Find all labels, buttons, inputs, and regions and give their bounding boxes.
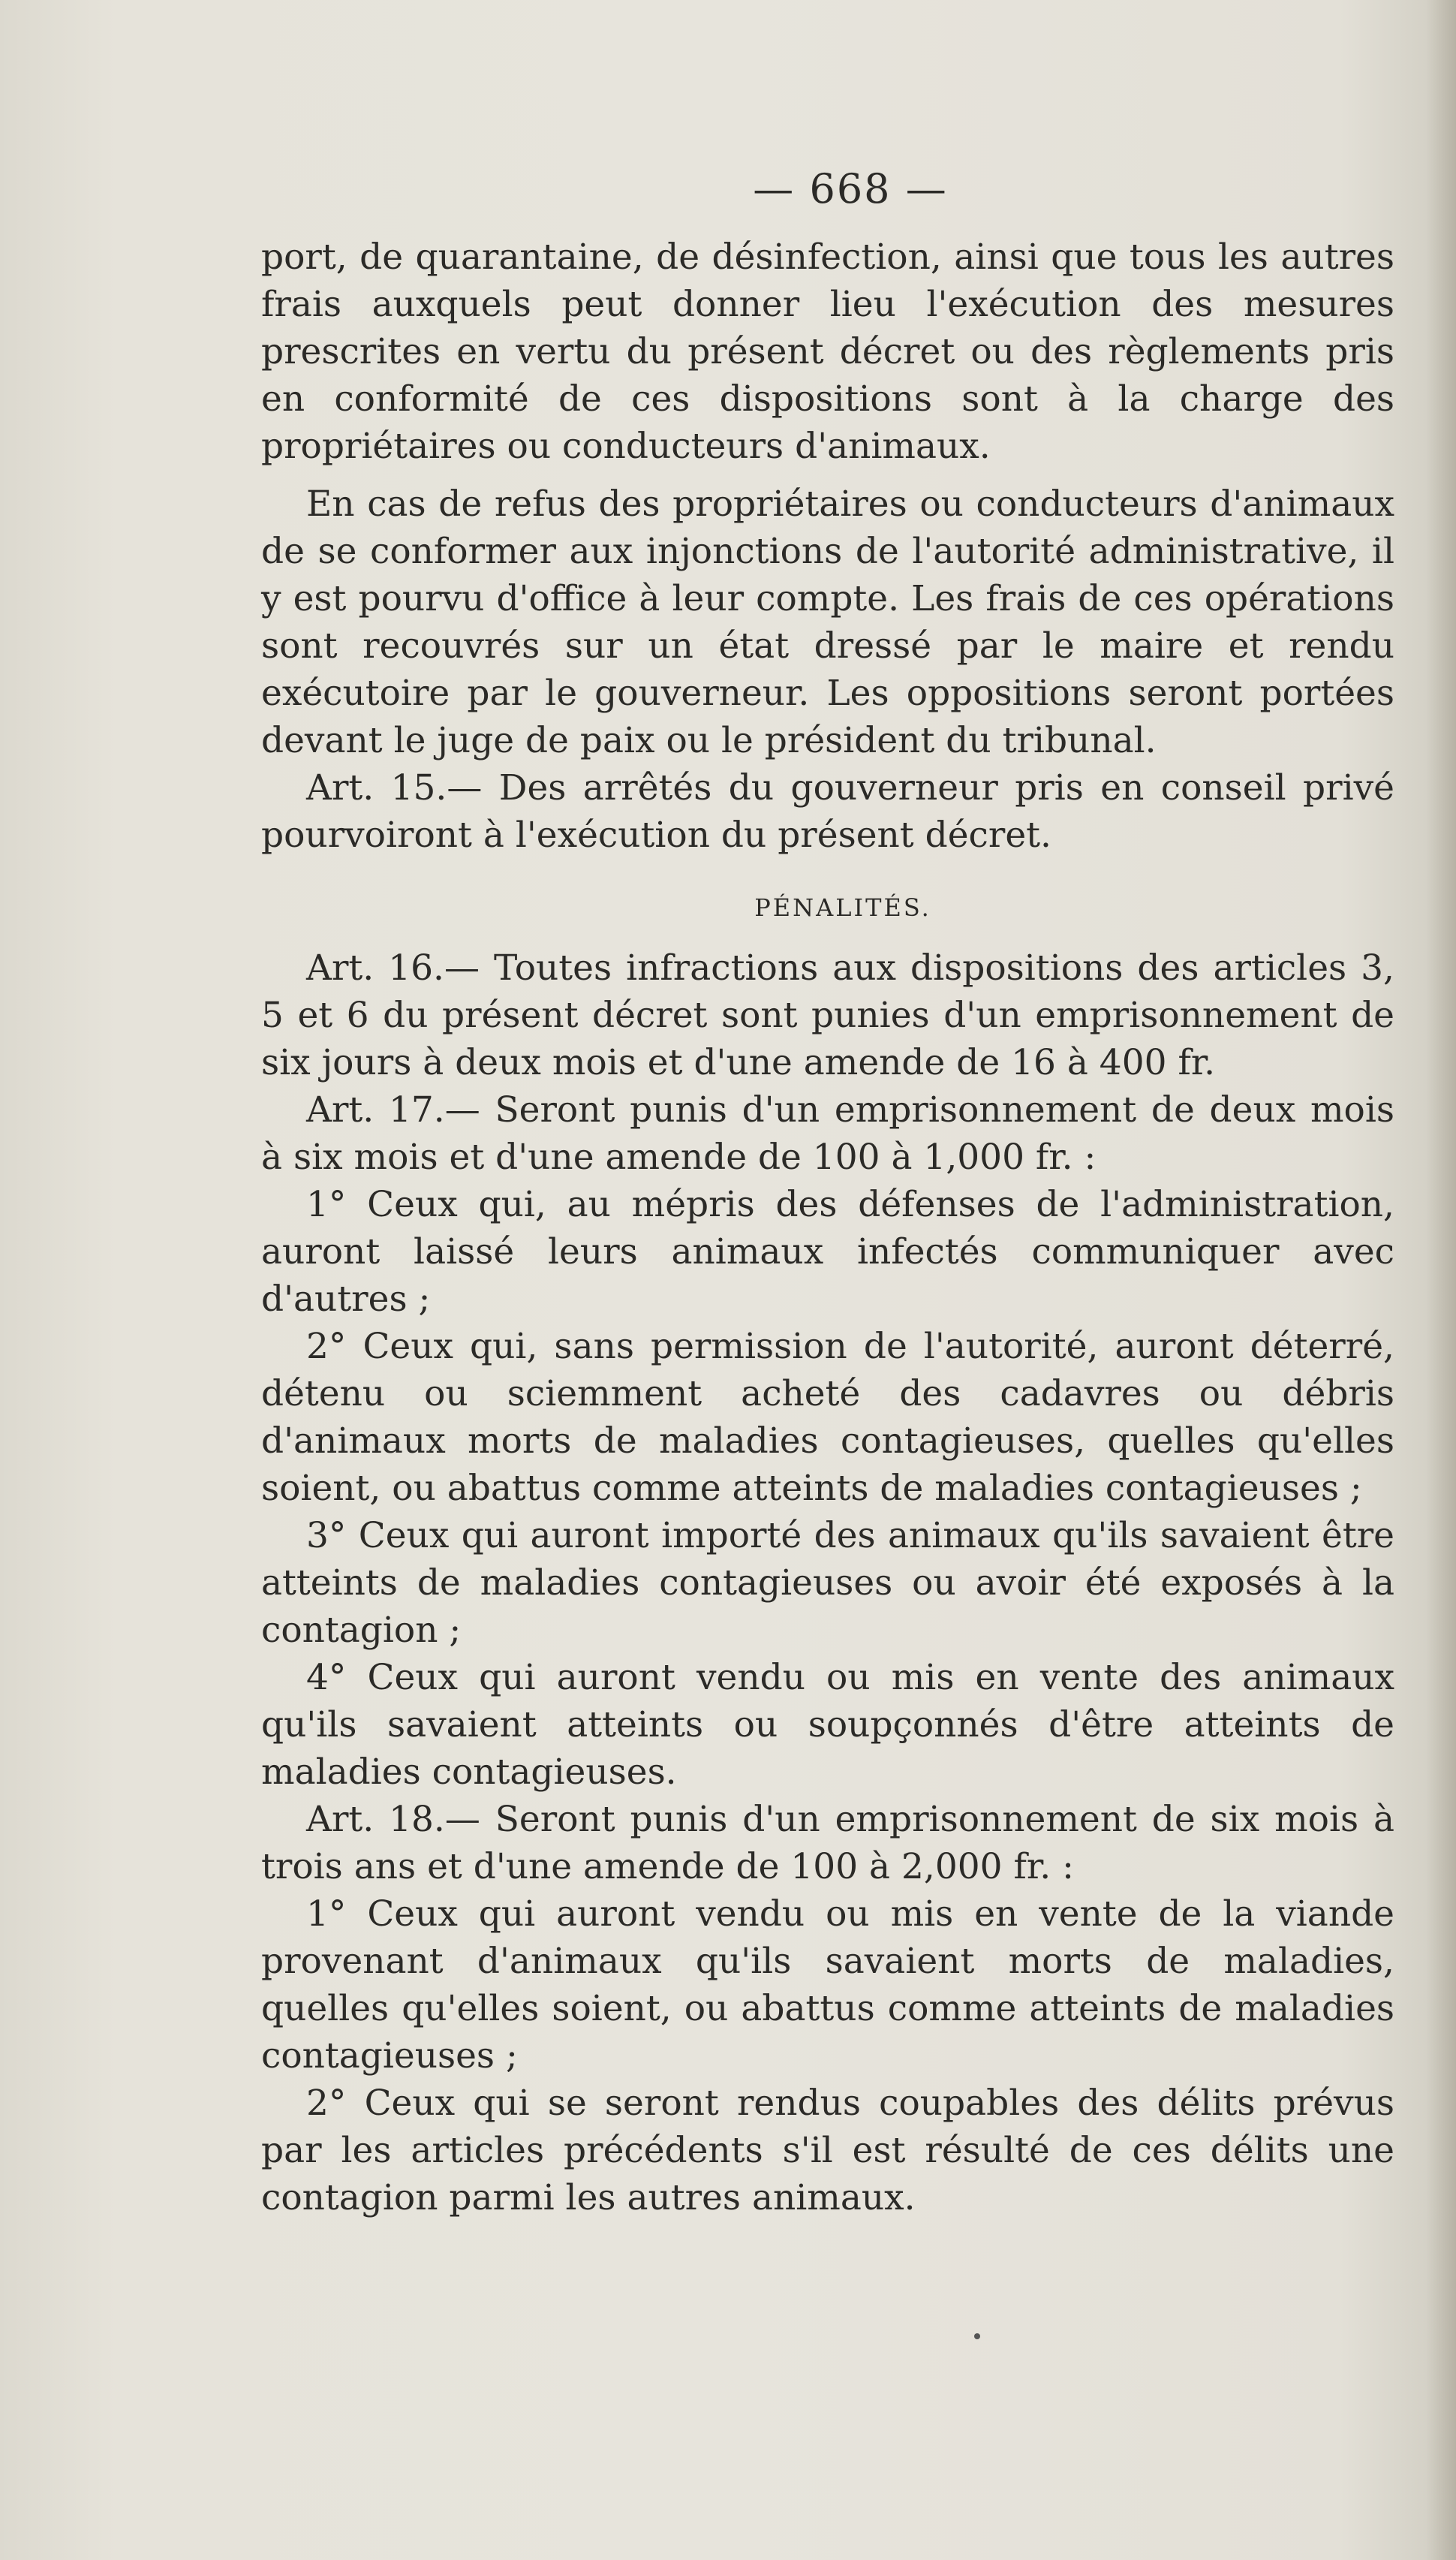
paragraph-refusal: En cas de refus des propriétaires ou conducteurs d'animaux de se conformer aux injonctions de l'autorité administrative, il y est pourvu d'office à leur compte. Les frais de ces opérations sont recouvrés sur un état dressé par le maire et rendu exécutoire par le gouverneur. Les oppositions seront portées devant le juge de paix ou le président du tribunal.: [261, 483, 1394, 761]
article-18-item-2: 2° Ceux qui se seront rendus coupables des délits prévus par les articles précédents s'il est résulté de ces délits une contagion parmi les autres animaux.: [261, 2083, 1394, 2218]
article-15: Art. 15.— Des arrêtés du gouverneur pris en conseil privé pourvoiront à l'exécution du présent décret.: [261, 767, 1394, 856]
article-17: Art. 17.— Seront punis d'un emprisonnement de deux mois à six mois et d'une amende de 100 à 1,000 fr. :: [261, 1089, 1394, 1178]
paragraph-continuation: port, de quarantaine, de désinfection, ainsi que tous les autres frais auxquels peut donner lieu l'exécution des mesures prescrites en vertu du présent décret ou des règlements pris en conformité de ces dispositions sont à la charge des propriétaires ou conducteurs d'animaux.: [261, 236, 1394, 467]
section-heading: PÉNALITÉS.: [754, 893, 931, 922]
article-17-item-2: 2° Ceux qui, sans permission de l'autorité, auront déterré, détenu ou sciemment acheté des cadavres ou débris d'animaux morts de maladies contagieuses, quelles qu'elles soient, ou abattus comme atteints de maladies contagieuses ;: [261, 1326, 1394, 1509]
page-edge-shadow: [1426, 0, 1456, 2560]
article-16: Art. 16.— Toutes infractions aux dispositions des articles 3, 5 et 6 du présent décret sont punies d'un emprisonnement de six jours à deux mois et d'une amende de 16 à 400 fr.: [261, 947, 1394, 1083]
page-content: [261, 165, 1394, 2221]
article-18-item-1: 1° Ceux qui auront vendu ou mis en vente de la viande provenant d'animaux qu'ils savaient morts de maladies, quelles qu'elles soient, ou abattus comme atteints de maladies contagieuses ;: [261, 1893, 1394, 2077]
article-17-item-4: 4° Ceux qui auront vendu ou mis en vente des animaux qu'ils savaient atteints ou soupçonnés d'être atteints de maladies contagieuses.: [261, 1657, 1394, 1793]
article-17-item-1: 1° Ceux qui, au mépris des défenses de l'administration, auront laissé leurs animaux infectés communiquer avec d'autres ;: [261, 1184, 1394, 1320]
ink-speck: [974, 2333, 980, 2339]
article-17-item-3: 3° Ceux qui auront importé des animaux qu'ils savaient être atteints de maladies contagieuses ou avoir été exposés à la contagion ;: [261, 1515, 1394, 1651]
page-number: — 668 —: [753, 165, 948, 212]
article-18: Art. 18.— Seront punis d'un emprisonnement de six mois à trois ans et d'une amende de 100 à 2,000 fr. :: [261, 1799, 1394, 1887]
